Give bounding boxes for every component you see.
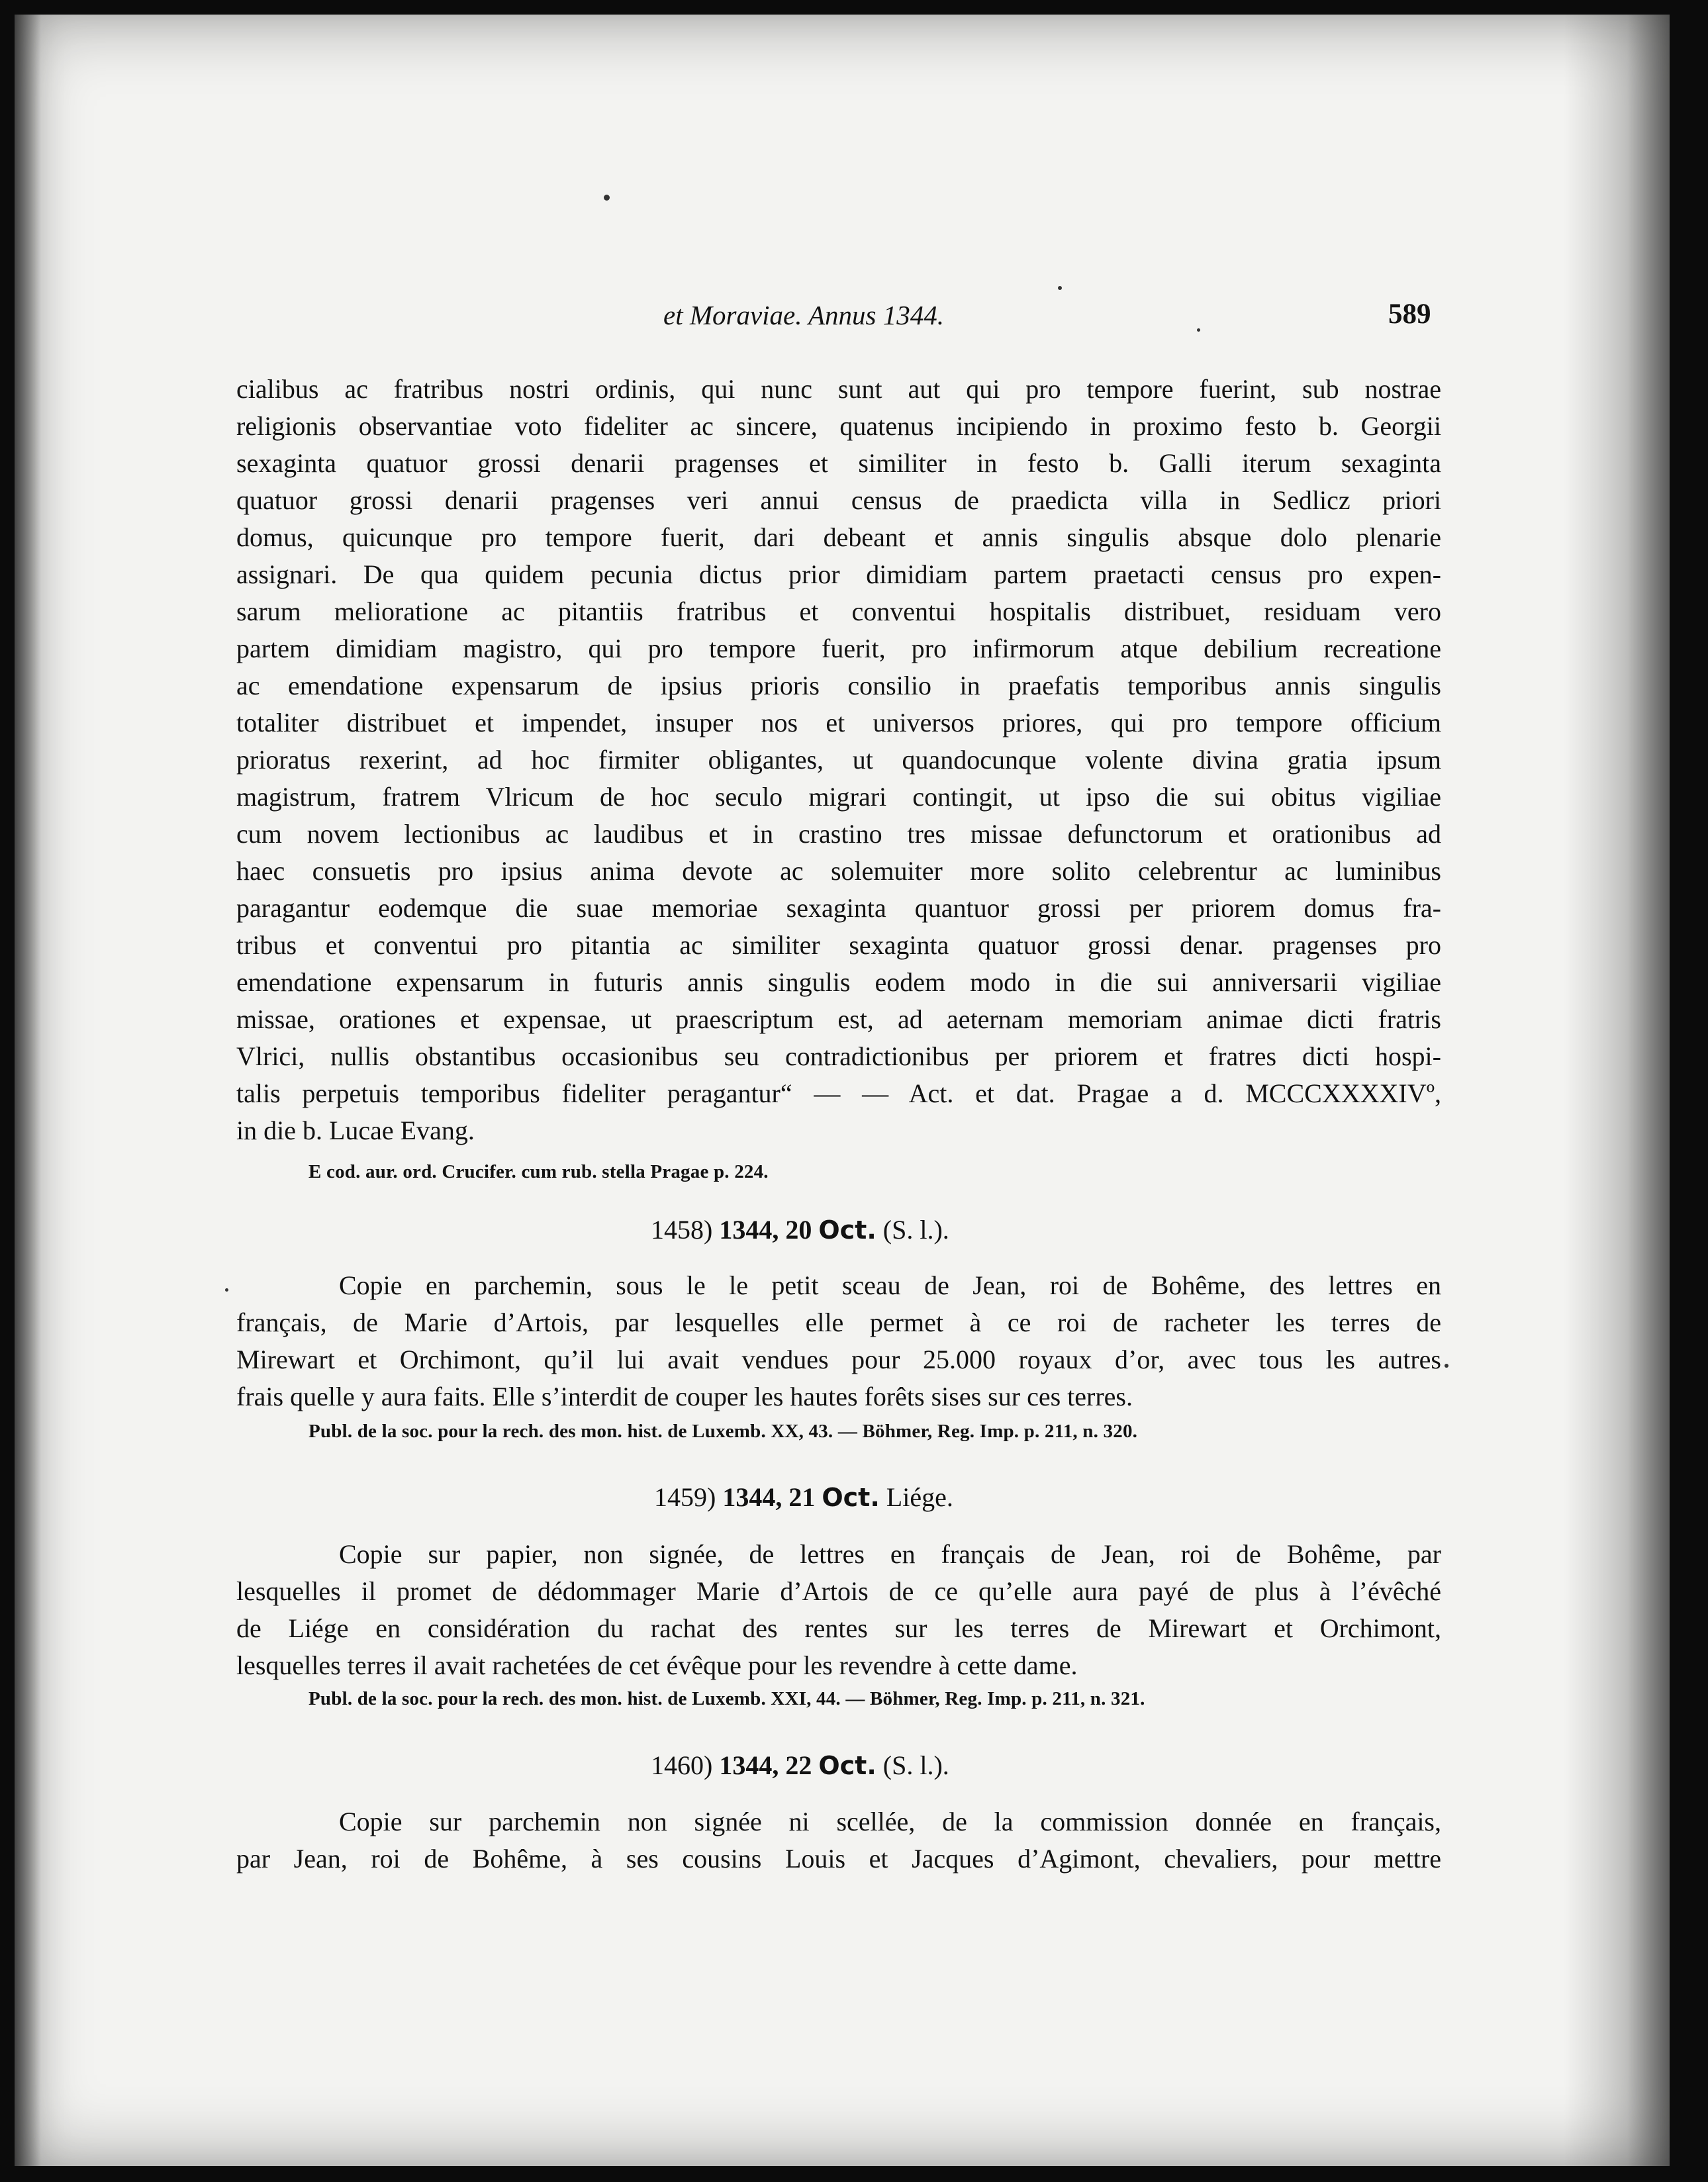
entry-place: (S. l.). xyxy=(882,1215,949,1245)
text-line: français, de Marie d’Artois, par lesquelles elle permet à ce roi de racheter les terres de xyxy=(236,1307,1441,1337)
running-head: et Moraviae. Annus 1344. xyxy=(663,300,944,330)
ink-speck xyxy=(225,1288,228,1292)
text-line: religionis observantiae voto fideliter ac sincere, quatenus incipiendo in proximo festo b. Georgii xyxy=(236,411,1441,441)
text-line: talis perpetuis temporibus fideliter peragantur“ — — Act. et dat. Pragae a d. MCCCXXXXIVº, xyxy=(236,1078,1441,1108)
text-line: lesquelles il promet de dédommager Marie d’Artois de ce qu’elle aura payé de plus à l’évêché xyxy=(236,1576,1441,1606)
text-line: totaliter distribuet et impendet, insuper nos et universos priores, qui pro tempore officium xyxy=(236,708,1441,737)
entry-paragraph xyxy=(236,1267,1441,1415)
text-line: in die b. Lucae Evang. xyxy=(236,1115,475,1145)
entry-date: 1344, 21 xyxy=(722,1482,816,1512)
text-line: cialibus ac fratribus nostri ordinis, qui nunc sunt aut qui pro tempore fuerint, sub nostrae xyxy=(236,374,1441,404)
text-line: Copie en parchemin, sous le le petit sceau de Jean, roi de Bohême, des lettres en xyxy=(339,1270,1441,1300)
entry-heading xyxy=(654,1479,953,1516)
text-line: magistrum, fratrem Vlricum de hoc seculo migrari contingit, ut ipso die sui obitus vigiliae xyxy=(236,782,1441,812)
text-line: paragantur eodemque die suae memoriae sexaginta quantuor grossi per priorem domus fra- xyxy=(236,893,1441,923)
text-line: partem dimidiam magistro, qui pro tempore fuerit, pro infirmorum atque debilium recreatione xyxy=(236,634,1441,663)
text-line: Vlrici, nullis obstantibus occasionibus seu contradictionibus per priorem et fratres dicti hospi- xyxy=(236,1041,1441,1071)
text-line: prioratus rexerint, ad hoc firmiter obligantes, ut quandocunque volente divina gratia ipsum xyxy=(236,745,1441,775)
source-citation: E cod. aur. ord. Crucifer. cum rub. stella Pragae p. 224. xyxy=(308,1161,769,1182)
text-line: Mirewart et Orchimont, qu’il lui avait vendues pour 25.000 royaux d’or, avec tous les autres xyxy=(236,1345,1441,1374)
source-citation: Publ. de la soc. pour la rech. des mon. hist. de Luxemb. XX, 43. — Böhmer, Reg. Imp. p. 211, n. 320. xyxy=(308,1421,1138,1442)
entry-number: 1459) xyxy=(654,1482,716,1512)
entry-paragraph xyxy=(236,1803,1441,1877)
entry-place: Liége. xyxy=(886,1482,953,1512)
text-line: ac emendatione expensarum de ipsius prioris consilio in praefatis temporibus annis singulis xyxy=(236,671,1441,700)
text-line: Copie sur papier, non signée, de lettres en français de Jean, roi de Bohême, par xyxy=(339,1539,1441,1569)
entry-heading xyxy=(651,1747,949,1784)
entry-date: 1344, 20 xyxy=(719,1215,812,1245)
text-line: domus, quicunque pro tempore fuerit, dari debeant et annis singulis absque dolo plenarie xyxy=(236,522,1441,552)
page-number: 589 xyxy=(1388,299,1431,330)
text-line: lesquelles terres il avait rachetées de cet évêque pour les revendre à cette dame. xyxy=(236,1650,1078,1680)
scanned-page xyxy=(15,15,1670,2166)
entry-number: 1460) xyxy=(651,1750,713,1780)
ink-speck xyxy=(604,195,610,201)
text-line: emendatione expensarum in futuris annis singulis eodem modo in die sui anniversarii vigiliae xyxy=(236,967,1441,997)
text-line: cum novem lectionibus ac laudibus et in crastino tres missae defunctorum et orationibus ad xyxy=(236,819,1441,849)
scan-shadow-right xyxy=(1564,15,1670,2166)
ink-speck xyxy=(1058,286,1062,290)
ink-speck xyxy=(1445,1364,1448,1368)
entry-number: 1458) xyxy=(651,1215,713,1245)
text-line: frais quelle y aura faits. Elle s’interdit de couper les hautes forêts sises sur ces terres. xyxy=(236,1382,1133,1411)
text-line: quatuor grossi denarii pragenses veri annui census de praedicta villa in Sedlicz priori xyxy=(236,485,1441,515)
entry-month: Oct. xyxy=(818,1751,877,1780)
text-line: sarum melioratione ac pitantiis fratribus et conventui hospitalis distribuet, residuam vero xyxy=(236,596,1441,626)
source-citation: Publ. de la soc. pour la rech. des mon. hist. de Luxemb. XXI, 44. — Böhmer, Reg. Imp. p. 211, n. 321. xyxy=(308,1688,1145,1709)
entry-month: Oct. xyxy=(822,1483,880,1512)
text-line: sexaginta quatuor grossi denarii pragenses et similiter in festo b. Galli iterum sexaginta xyxy=(236,448,1441,478)
text-line: par Jean, roi de Bohême, à ses cousins Louis et Jacques d’Agimont, chevaliers, pour mettre xyxy=(236,1844,1441,1874)
scan-shadow-left xyxy=(15,15,41,2166)
continuation-paragraph xyxy=(236,371,1441,1149)
entry-place: (S. l.). xyxy=(882,1750,949,1780)
text-line: missae, orationes et expensae, ut praescriptum est, ad aeternam memoriam animae dicti fratris xyxy=(236,1004,1441,1034)
text-line: assignari. De qua quidem pecunia dictus prior dimidiam partem praetacti census pro expen- xyxy=(236,559,1441,589)
entry-heading xyxy=(651,1211,949,1249)
entry-month: Oct. xyxy=(818,1215,877,1245)
text-line: de Liége en considération du rachat des rentes sur les terres de Mirewart et Orchimont, xyxy=(236,1613,1441,1643)
text-line: Copie sur parchemin non signée ni scellée, de la commission donnée en français, xyxy=(339,1807,1441,1836)
entry-paragraph xyxy=(236,1536,1441,1684)
text-line: haec consuetis pro ipsius anima devote ac solemuiter more solito celebrentur ac luminibus xyxy=(236,856,1441,886)
text-line: tribus et conventui pro pitantia ac similiter sexaginta quatuor grossi denar. pragenses pro xyxy=(236,930,1441,960)
entry-date: 1344, 22 xyxy=(719,1750,812,1780)
